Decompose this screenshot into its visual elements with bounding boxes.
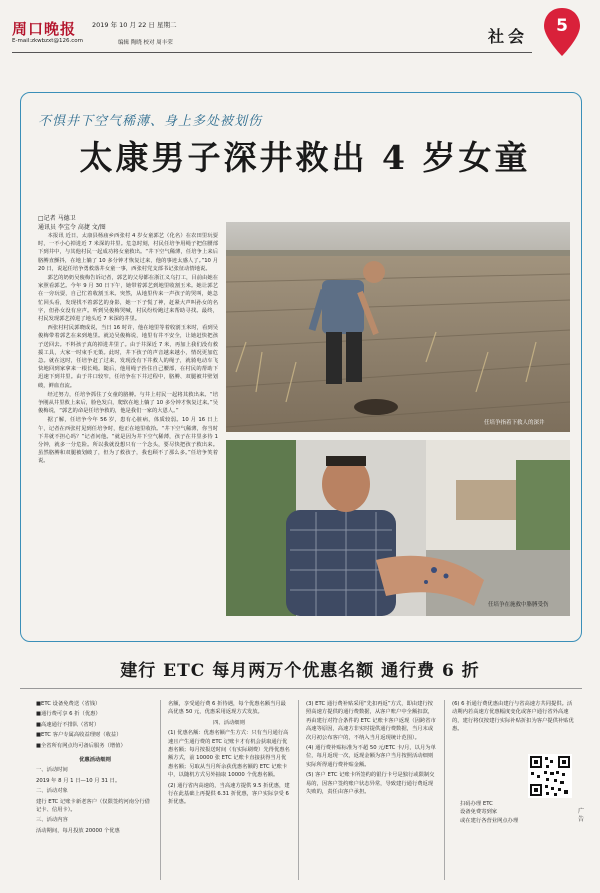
story-paragraph: 本报讯 近日，太康县杨庙乡西张村 4 岁女童郭艺（化名）在农田里玩耍时，一不小心掉进近 7 米深的井里。危急时刻，村民任培争用绳子把住腰部下到井中，与其他村民一起成功将女童救出。“井下空气稀薄，任培争上来后胳膊直颤抖，在地上躺了 10 多分钟才恢复过来，他的事迹太感人了。”10 月 20 日，说起任培争勇救落井女童一事，西张村党支部书记张征动情地说。 bbox=[38, 233, 218, 272]
ad-rule-line: 活动期间，每月投放 20000 个优惠 bbox=[36, 827, 120, 834]
newspaper-logo: 周口晚报 bbox=[12, 20, 77, 38]
ad-benefit: ■高速通行不排队（省时） bbox=[36, 721, 100, 728]
ad-column-1 bbox=[36, 700, 154, 837]
ad-column-2 bbox=[168, 700, 290, 809]
byline-correspondents: 通讯员 李宝令 高捷 文/图 bbox=[38, 224, 106, 231]
cta-line: 扫码办理 ETC bbox=[460, 801, 493, 807]
ad-benefit: ■通行费可享 6 折（优惠） bbox=[36, 711, 101, 718]
ad-benefit: ■ETC 客户专属高收益理财（收益） bbox=[36, 732, 122, 739]
ad-benefit: ■ETC 设备免费送（省钱） bbox=[36, 701, 101, 707]
story-headline: 太康男子深井救出 4 岁女童 bbox=[79, 138, 531, 177]
story-body bbox=[38, 232, 218, 467]
page-number: 5 bbox=[556, 16, 568, 36]
ad-benefit: ■全省所有网点均可备后服务（增值） bbox=[36, 742, 126, 749]
story-paragraph: 郭艺的奶奶吴俊梅告诉记者，郭艺的父母都在浙江义乌打工，目前由她在家照看郭艺。今年 9 月 30 日下午，她带着郭艺到地里收割玉米。她让郭艺在一旁玩耍，自己忙着收割玉米。突然，从地里传来一声孩子的哭叫，她急忙回头看，发现找不着郭艺的身影，她一下子慌了神，赶紧大声叫孙女的名字，但孙女没有应声。听到吴俊梅哭喊，村民纷纷跑过来帮助寻找。最终，村民发现郭艺掉进了地头近 7 米深的井里。 bbox=[38, 275, 218, 323]
ad-column-3 bbox=[306, 700, 438, 798]
ad-rule-line: 二、活动对象 bbox=[36, 788, 68, 795]
ad-rules-heading: 优惠活动细则 bbox=[79, 757, 111, 764]
editor-credits: 编辑 陶晓 校对 周丰荣 bbox=[118, 40, 173, 46]
column-separator bbox=[298, 700, 299, 880]
story-paragraph: 据了解，任培争今年 56 岁，患有心脏病，体质较弱。10 月 16 日上午，记者在西张村见到任培争时，他正在地里收拾。“井下空气稀薄，你当时下井就不担心吗？”记者问他。“就是因为井下空气稀薄，孩子在井里多待 1 分钟，就多一分危险。所以我就没想只有一个念头，要尽快把孩子救出来。虽然胳膊和双腿被划破了，但为了救孩子，我也顾不了那么多。”任培争笑着说。 bbox=[38, 417, 218, 465]
photo-well-field bbox=[226, 222, 570, 432]
ad-headline: 建行 ETC 每月两万个优惠名额 通行费 6 折 bbox=[120, 661, 480, 681]
contact-email: E-mail:zkwbzxt@126.com bbox=[12, 38, 83, 44]
column-separator bbox=[444, 700, 445, 880]
story-paragraph: 西张村村民郭晓成说，当日 16 时许，他在地里等着收割玉米时，看到吴俊梅带着郭艺在来到地里。就边吴俊梅说，地里有井不安全，让她赶快把孩子送回去。不料孩子真的掉进井里了。由于井深近 7 米，再加上我们没有救援工具，大家一时束手无策。此时，井下孩子的声音越来越小，情况更加危急。就在这时，任培争赶了过来，发现没有下井救人的绳子，就骑电动车飞快地回到家拿来一根长绳。随后，他用绳子拴住自己腰部，在村民的帮助下迅速下到井里。由于井口较窄，任培争在下井过程中，胳膊、双腿被井壁划破，鲜血直流。 bbox=[38, 325, 218, 389]
ad-rule-line: 四、活动细则 bbox=[213, 719, 245, 726]
masthead-divider bbox=[12, 52, 532, 53]
advertisement-label: 广告 bbox=[578, 808, 585, 823]
ad-rule-line: 三、活动内容 bbox=[36, 817, 68, 824]
qr-code-icon[interactable] bbox=[528, 754, 572, 798]
byline-reporter: □记者 马德卫 bbox=[38, 215, 76, 222]
ad-rule-line: 2019 年 8 月 1 日—10 月 31 日。 bbox=[36, 777, 121, 784]
ad-cta bbox=[460, 800, 570, 825]
cta-line: 设备免费寄到家 bbox=[460, 809, 498, 816]
field-photo-illustration bbox=[226, 222, 570, 432]
ad-rule-line: (2) 通行省内高速的，当高速方提供 9.5 折优惠，建行在此基础上再提供 6.31 折优惠，客户实际享受 6 折优惠。 bbox=[168, 782, 290, 806]
photo2-caption: 任培争在施救中胳膊受伤 bbox=[488, 602, 549, 608]
story-paragraph: 经过努力，任培争抓住了女童的胳膊。与井上村民一起将其救出来。“培争刚从井里救上来后，脸色发白，爬软在地上躺了 10 多分钟才恢复过来。”吴俊梅说，“郭艺的命是任培争救的，他是我们一家的大恩人。” bbox=[38, 391, 218, 415]
ad-rule-line: (4) 通行费补贴标准为不超 50 元/ETC 卡/月，以月为单位，每月返现一次，返现金额为客户当月按照活动细则实际所得通行费补贴金额。 bbox=[306, 745, 436, 768]
arm-photo-illustration bbox=[226, 440, 570, 616]
ad-divider bbox=[20, 688, 582, 689]
issue-date: 2019 年 10 月 22 日 星期二 bbox=[92, 21, 177, 29]
cta-line: 或在建行各营业网点办理 bbox=[460, 817, 519, 824]
photo1-caption: 任培争指着下救人的深井 bbox=[484, 420, 545, 426]
ad-rule-line: (3) ETC 通行费补贴采用“先扣再返”方式，即由建行按照高速方提供的通行费数据，从客户账户中全额扣款，再由建行对符合条件的 ETC 记账卡客户返现（因跨省市高速等原因，高速方非实时提供通行费数据，当月末或次月初公布客户的，不纳入当月返现统计范围）。 bbox=[306, 701, 436, 741]
ad-rule-line: 建行 ETC 记账卡新老客户（仅限签约河南分行借记卡、信用卡）。 bbox=[36, 798, 150, 814]
column-separator bbox=[160, 700, 161, 880]
ad-rule-line: (5) 客户 ETC 记账卡所签约的银行卡号是独行或限制交易的，因客户签约账户状态异常，导致建行通行费返现失败的，责任由客户承担。 bbox=[306, 772, 435, 796]
section-title: 社会 bbox=[488, 27, 529, 46]
photo-injured-arm bbox=[226, 440, 570, 616]
ad-rule-line: (6) 6 折通行费优惠由建行与省高速方共同提供。活动期内若高速方优惠幅度变化或客户通行省外高速的，建行将仅按建行实际补贴折扣为客户提供补贴优惠。 bbox=[452, 701, 574, 733]
ad-rule-line: 一、活动时间 bbox=[36, 767, 68, 774]
story-kicker: 不惧井下空气稀薄、身上多处被划伤 bbox=[38, 114, 263, 129]
ad-rule-line: 名额，享受通行费 6 折待遇，每个优惠名额当月最高优惠 50 元，优惠采用返现方式发放。 bbox=[168, 701, 286, 716]
byline bbox=[38, 214, 210, 232]
ad-column-4 bbox=[452, 700, 574, 736]
ad-rule-line: (1) 优惠名额：优惠名额产生方式：只有当月通行高速且产生通行费的 ETC 记账卡才有机会获取通行优惠名额；每月按报送时间（有实际刷费）先得优惠名额方式，前 10000 张 ETC 记账卡直接获得当月优惠名额；另取从当月所余获优惠名额的 ETC 记账卡中，以随机方式另外抽取 10000 个优惠名额。 bbox=[168, 730, 290, 779]
